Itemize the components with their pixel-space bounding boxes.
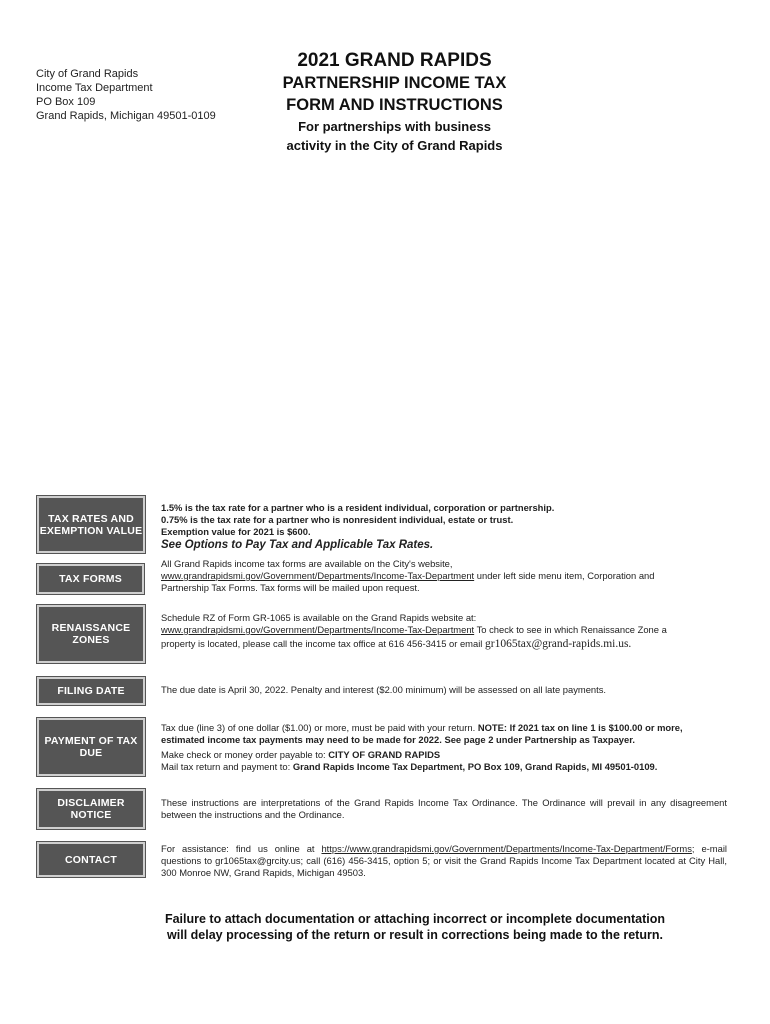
address-line: City of Grand Rapids (36, 68, 139, 80)
contact-text: ; e-mail questions to gr1065tax@grcity.us; call (616) 456-3415, option 5; or visit the Grand Rapids Income Tax Department located at City Hall, 300 Monroe NW, Grand Rapids, Michigan 49503. (161, 843, 727, 878)
form-title (252, 50, 537, 154)
renaissance-zones-label: RENAISSANCE ZONES (37, 605, 145, 663)
payment-text: Make check or money order payable to: (161, 749, 329, 760)
renaissance-zones-section (161, 612, 727, 650)
tax-rates-section (161, 502, 727, 552)
department-address (36, 67, 216, 123)
exemption-value: Exemption value for 2021 is $600. (161, 526, 311, 537)
resident-rate: 1.5% is the tax rate for a partner who is a resident individual, corporation or partnership. (161, 502, 555, 513)
mailing-address: Grand Rapids Income Tax Department, PO Box 109, Grand Rapids, MI 49501-0109. (292, 761, 658, 772)
payment-label: PAYMENT OF TAX DUE (37, 718, 145, 776)
tax-forms-text: Partnership Tax Forms. Tax forms will be mailed upon request. (161, 582, 420, 593)
nonresident-rate: 0.75% is the tax rate for a partner who is nonresident individual, estate or trust. (161, 514, 514, 525)
warning-line: will delay processing of the return or result in corrections being made to the return. (167, 928, 663, 942)
payment-note: NOTE: If 2021 tax on line 1 is $100.00 or more, (477, 722, 683, 733)
renaissance-text: To check to see in which Renaissance Zone a (474, 624, 667, 635)
tax-forms-text: All Grand Rapids income tax forms are available on the City's website, (161, 558, 453, 569)
title-form-name: PARTNERSHIP INCOME TAX (282, 74, 507, 92)
tax-forms-label: TAX FORMS (37, 564, 144, 594)
tax-rates-label: TAX RATES AND EXEMPTION VALUE (37, 496, 145, 553)
payment-note: estimated income tax payments may need to be made for 2022. See page 2 under Partnership as Taxpayer. (161, 734, 635, 745)
filing-date-text: The due date is April 30, 2022. Penalty and interest ($2.00 minimum) will be assessed on all late payments. (161, 684, 607, 695)
pay-options-note: See Options to Pay Tax and Applicable Tax Rates. (161, 539, 434, 551)
renaissance-text: Schedule RZ of Form GR-1065 is available on the Grand Rapids website at: (161, 612, 477, 623)
disclaimer-text: These instructions are interpretations of the Grand Rapids Income Tax Ordinance. The Ordinance will prevail in any disagreement between the instructions and the Ordinance. (161, 797, 727, 820)
contact-section (161, 843, 727, 879)
filing-date-label: FILING DATE (37, 677, 145, 705)
address-line: PO Box 109 (36, 96, 96, 108)
contact-text: For assistance: find us online at (161, 843, 322, 854)
forms-link[interactable]: https://www.grandrapidsmi.gov/Government/Departments/Income-Tax-Department/Forms (321, 843, 692, 854)
address-line: Income Tax Department (36, 82, 153, 94)
title-instructions: FORM AND INSTRUCTIONS (286, 96, 503, 114)
payment-text: Tax due (line 3) of one dollar ($1.00) or more, must be paid with your return. (161, 722, 478, 733)
tax-forms-section (161, 558, 727, 594)
payment-section (161, 722, 727, 773)
website-link[interactable]: www.grandrapidsmi.gov/Government/Departments/Income-Tax-Department (161, 624, 475, 635)
website-link[interactable]: www.grandrapidsmi.gov/Government/Departments/Income-Tax-Department (161, 570, 475, 581)
payee: CITY OF GRAND RAPIDS (328, 749, 441, 760)
tax-forms-text: under left side menu item, Corporation and (474, 570, 655, 581)
documentation-warning (150, 911, 680, 943)
payment-text: Mail tax return and payment to: (161, 761, 293, 772)
warning-line: Failure to attach documentation or attaching incorrect or incomplete documentation (164, 912, 666, 926)
disclaimer-label: DISCLAIMER NOTICE (37, 789, 145, 829)
title-year: 2021 GRAND RAPIDS (297, 50, 492, 71)
renaissance-text: property is located, please call the income tax office at 616 456-3415 or email (161, 638, 485, 649)
email-address[interactable]: gr1065tax@grand-rapids.mi.us. (484, 638, 632, 650)
address-line: Grand Rapids, Michigan 49501-0109 (36, 110, 216, 122)
subtitle-line: For partnerships with business (298, 119, 491, 134)
subtitle-line: activity in the City of Grand Rapids (286, 138, 503, 153)
contact-label: CONTACT (37, 842, 145, 877)
